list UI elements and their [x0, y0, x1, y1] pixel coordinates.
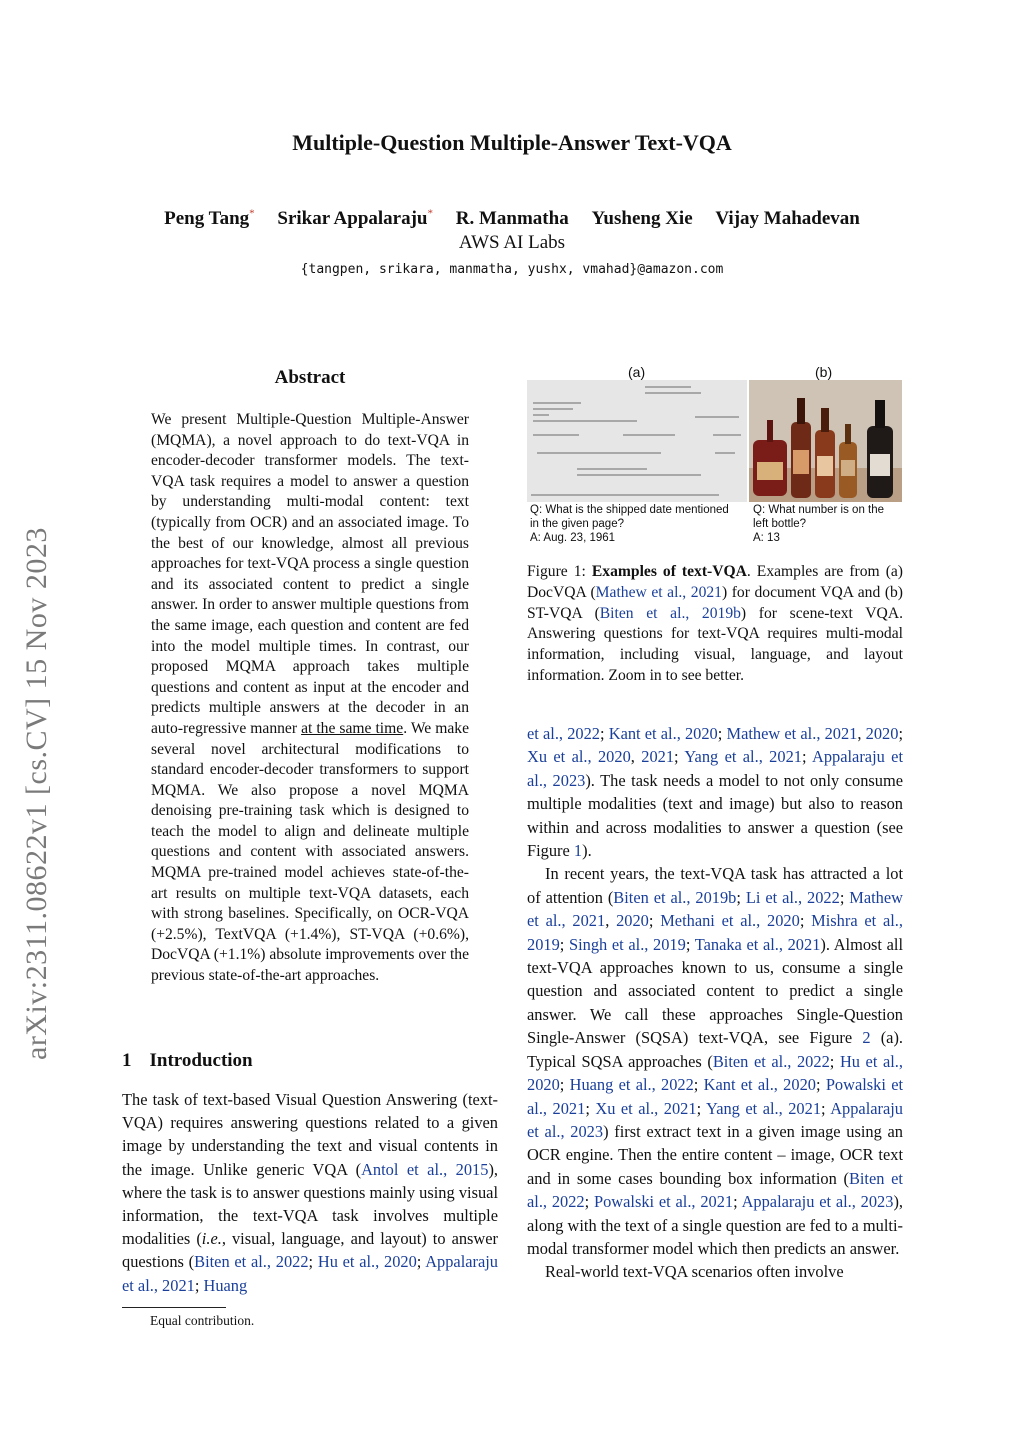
citation-link[interactable]: 2021 — [641, 747, 675, 767]
intro-paragraph-1: The task of text-based Visual Question Answering (text-VQA) requires answering questions related to a given image by understanding the text and visual contents in the image. Unlike generic VQA (Antol et al., 2015), where the task is to answer questions mainly using visual information, the text-VQA task involves multiple modalities (i.e., visual, language, and layout) to answer questions (Biten et al., 2022; Hu et al., 2020; Appalaraju et al., 2021; Huang — [122, 1090, 499, 1295]
bottles-illustration — [749, 380, 902, 502]
citation-link[interactable]: Hu et al., 2020 — [527, 1051, 904, 1095]
citation-link[interactable]: Mathew et al., 2021 — [726, 724, 858, 743]
citation-link[interactable]: Appalaraju et al., 2023 — [527, 1098, 904, 1141]
figure-label-a: (a) — [628, 364, 646, 380]
citation-link[interactable]: 2020 — [865, 724, 899, 743]
citation-link[interactable]: Antol et al., 2015 — [361, 1159, 489, 1179]
citation-link[interactable]: Appalaraju et al., 2023 — [527, 747, 904, 790]
docvqa-image — [527, 380, 747, 502]
author-2: Srikar Appalaraju* — [277, 208, 433, 230]
citation-link[interactable]: Kant et al., 2020 — [703, 1075, 816, 1095]
intro-paragraph-1-cont: et al., 2022; Kant et al., 2020; Mathew et al., 2021, 2020; Xu et al., 2020, 2021; Yang et al., 2021; Appalaraju et al., 2023). The task needs a model to not only consume multiple modalities (text and image) but also to reason within and across modalities to answer a question (see Figure 1). — [527, 724, 904, 861]
citation-link[interactable]: Biten et al., 2022 — [194, 1252, 309, 1272]
stvqa-image — [749, 380, 902, 502]
citation-link[interactable]: Appalaraju et al., 2021 — [122, 1252, 499, 1295]
citation-link[interactable]: Singh et al., 2019 — [568, 934, 686, 954]
citation-link[interactable]: Kant et al., 2020 — [608, 724, 718, 743]
arxiv-stamp: arXiv:2311.08622v1 [cs.CV] 15 Nov 2023 — [20, 527, 53, 1060]
author-3: R. Manmatha — [455, 208, 569, 230]
abstract-heading: Abstract — [274, 367, 346, 388]
citation-link[interactable]: 2020 — [616, 911, 649, 931]
citation-link[interactable]: Tanaka et al., 2021 — [694, 934, 821, 954]
figure-caption: Figure 1: Examples of text-VQA. Examples are from (a) DocVQA (Mathew et al., 2021) for document VQA and (b) ST-VQA (Biten et al., 2019b) for scene-text VQA. Answering questions for text-VQA requires multi-modal information, including visual, language, and layout information. Zoom in to see better. — [527, 563, 904, 684]
citation-link[interactable]: Yang et al., 2021 — [684, 747, 802, 767]
citation-link[interactable]: Powalski et al., 2021 — [593, 1192, 734, 1212]
intro-paragraph-2: In recent years, the text-VQA task has attracted a lot of attention (Biten et al., 2019b; Li et al., 2022; Mathew et al., 2021, 2020; Methani et al., 2020; Mishra et al., 2019; Singh et al., 2019; Tanaka et al., 2021). Almost all text-VQA approaches known to us, consume a single question and associated content to predict a single answer. We call these approaches Single-Question Single-Answer (SQSA) text-VQA, see Figure 2 (a). Typical SQSA approaches (Biten et al., 2022; Hu et al., 2020; Huang et al., 2022; Kant et al., 2020; Powalski et al., 2021; Xu et al., 2021; Yang et al., 2021; Appalaraju et al., 2023) first extract text in a given image using an OCR engine. Then the entire content – image, OCR text and in some cases bounding box information (Biten et al., 2022; Powalski et al., 2021; Appalaraju et al., 2023), along with the text of a single question are fed to a multi-modal transformer model which then predicts an answer. — [527, 864, 904, 1258]
author-4: Yusheng Xie — [591, 208, 693, 230]
intro-heading: 1 Introduction — [122, 1050, 253, 1071]
citation-link[interactable]: Huang et al., 2022 — [569, 1075, 694, 1095]
citation-link[interactable]: Mishra et al., 2019 — [527, 911, 904, 954]
citation-link[interactable]: Mathew et al., 2021 — [527, 887, 903, 931]
citation-link[interactable]: 2 — [862, 1028, 871, 1048]
figure-qa-b: Q: What number is on the left bottle? A: 13 — [753, 504, 885, 544]
citation-link[interactable]: et al., 2022 — [527, 724, 600, 743]
paper-title: Multiple-Question Multiple-Answer Text-VQA — [292, 130, 732, 155]
author-5: Vijay Mahadevan — [715, 208, 860, 230]
abstract-body: We present Multiple-Question Multiple-Answer (MQMA), a novel approach to do text-VQA in encoder-decoder transformer models. The text-VQA task requires a model to answer a question by understanding multi-modal content: text (typically from OCR) and an associated image. To the best of our knowledge, almost all previous approaches for text-VQA process a single question and its associated content to predict a single answer. In order to answer multiple questions from the same image, each question and content are fed into the model multiple times. In contrast, our proposed MQMA approach takes multiple questions and content as input at the encoder and predicts multiple answers at the decoder in an auto-regressive manner at the same time. We make several novel architectural modifications to standard encoder-decoder transformers to support MQMA. We also propose a novel MQMA denoising pre-training task which is designed to teach the model to align and delineate multiple questions and content with associated answers. MQMA pre-trained model achieves state-of-the-art results on multiple text-VQA datasets, each with strong baselines. Specifically, on OCR-VQA (+2.5%), TextVQA (+1.4%), ST-VQA (+0.6%), DocVQA (+1.1%) absolute improvements over the previous state-of-the-art approaches. — [151, 411, 470, 985]
footnote: Equal contribution. — [150, 1313, 255, 1328]
abstract-underline: at the same time — [301, 719, 404, 737]
citation-link[interactable]: Xu et al., 2021 — [595, 1098, 697, 1118]
figure-qa-a: Q: What is the shipped date mentioned in the given page? A: Aug. 23, 1961 — [530, 504, 729, 544]
citation-link[interactable]: Xu et al., 2020 — [527, 747, 631, 767]
author-list — [0, 208, 1024, 230]
figure-label-b: (b) — [815, 364, 833, 380]
citation-link[interactable]: Biten et al., 2019b — [599, 604, 741, 622]
footnote-rule — [122, 1307, 226, 1308]
author-emails: {tangpen, srikara, manmatha, yushx, vmahad}@amazon.com — [300, 262, 724, 277]
citation-link[interactable]: 1 — [573, 841, 583, 861]
affiliation: AWS AI Labs — [458, 232, 566, 253]
citation-link[interactable]: Methani et al., 2020 — [660, 911, 800, 931]
citation-link[interactable]: Yang et al., 2021 — [706, 1098, 822, 1118]
citation-link[interactable]: Hu et al., 2020 — [317, 1252, 417, 1272]
citation-link[interactable]: Powalski et al., 2021 — [527, 1075, 904, 1118]
citation-link[interactable]: Huang — [203, 1275, 248, 1295]
citation-link[interactable]: Biten et al., 2022 — [527, 1168, 903, 1212]
citation-link[interactable]: Appalaraju et al., 2023 — [741, 1192, 894, 1212]
author-1: Peng Tang* — [164, 208, 255, 230]
citation-link[interactable]: Biten et al., 2019b — [613, 887, 737, 907]
citation-link[interactable]: Mathew et al., 2021 — [595, 583, 722, 601]
citation-link[interactable]: Biten et al., 2022 — [712, 1051, 830, 1071]
citation-link[interactable]: Li et al., 2022 — [745, 887, 840, 907]
intro-paragraph-3: Real-world text-VQA scenarios often involve — [545, 1262, 844, 1282]
right-column — [527, 722, 903, 1284]
